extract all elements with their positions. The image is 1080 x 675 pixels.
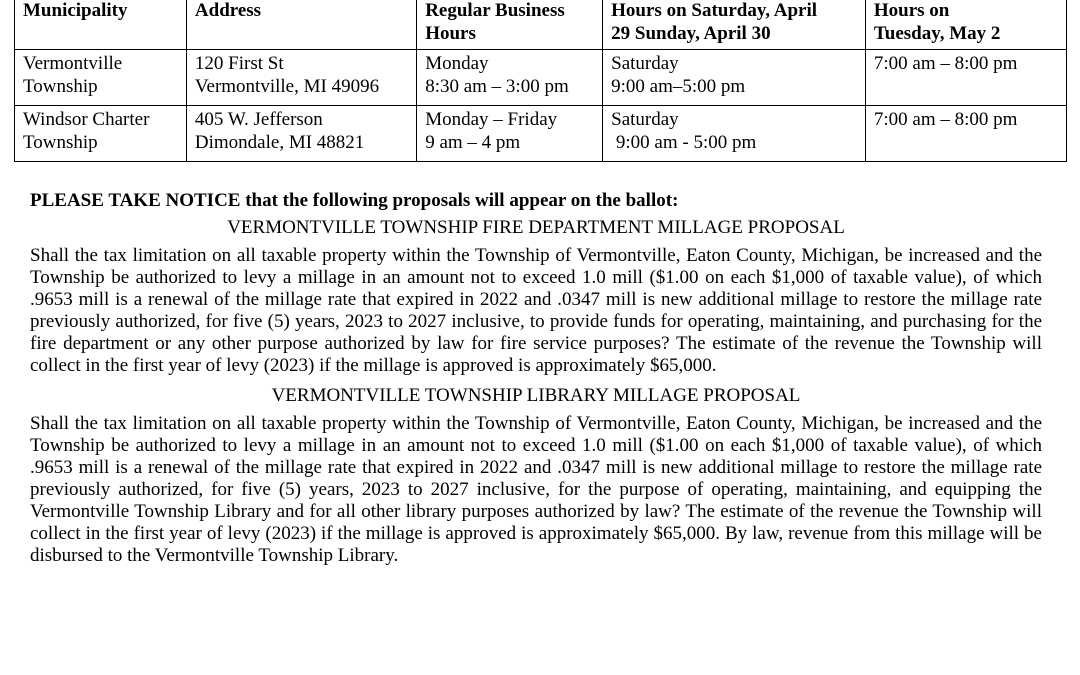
library-proposal-title: VERMONTVILLE TOWNSHIP LIBRARY MILLAGE PROPOSAL [271,385,801,406]
cell-weekend-hours: Saturday 9:00 am–5:00 pm [603,50,866,106]
cell-election-day-hours: 7:00 am – 8:00 pm [865,106,1066,162]
cell-regular-hours: Monday 8:30 am – 3:00 pm [417,50,603,106]
fire-proposal-body: Shall the tax limitation on all taxable property within the Township of Vermontville, Eaton County, Michigan, be increased and the Township be authorized to levy a millage in an amount not to exceed 1.0 mill ($1.00 on each $1,000 of taxable value), of which .9653 mill is a renewal of the millage rate that expired in 2022 and .0347 mill is new additional millage to restore the millage rate previously authorized, for five (5) years, 2023 to 2027 inclusive, to provide funds for operating, maintaining, and purchasing for the fire department or any other purpose authorized by law for fire service purposes? The estimate of the revenue the Township will collect in the first year of levy (2023) if the millage is approved is approximately $65,000. [30,245,1042,376]
ballot-notice [30,190,1042,575]
table-row [15,50,1067,106]
header-regular-hours: Regular Business Hours [417,0,603,50]
header-address: Address [186,0,416,50]
cell-address: 120 First St Vermontville, MI 49096 [186,50,416,106]
hours-table [14,0,1067,162]
header-election-day-hours: Hours on Tuesday, May 2 [865,0,1066,50]
table-header-row [15,0,1067,50]
cell-address: 405 W. Jefferson Dimondale, MI 48821 [186,106,416,162]
header-municipality: Municipality [15,0,187,50]
cell-regular-hours: Monday – Friday 9 am – 4 pm [417,106,603,162]
library-proposal-body: Shall the tax limitation on all taxable property within the Township of Vermontville, Eaton County, Michigan, be increased and the Township be authorized to levy a millage in an amount not to exceed 1.0 mill ($1.00 on each $1,000 of taxable value), of which .9653 mill is a renewal of the millage rate that expired in 2022 and .0347 mill is new additional millage to restore the millage rate previously authorized, for five (5) years, 2023 to 2027 inclusive, for the purpose of operating, maintaining, and equipping the Vermontville Township Library and for all other library purposes authorized by law? The estimate of the revenue the Township will collect in the first year of levy (2023) if the millage is approved is approximately $65,000. By law, revenue from this millage will be disbursed to the Vermontville Township Library. [30,413,1042,566]
table-row [15,106,1067,162]
header-weekend-hours: Hours on Saturday, April 29 Sunday, April 30 [603,0,866,50]
cell-weekend-hours: Saturday 9:00 am - 5:00 pm [603,106,866,162]
fire-proposal-title: VERMONTVILLE TOWNSHIP FIRE DEPARTMENT MILLAGE PROPOSAL [227,217,845,238]
cell-municipality: Windsor Charter Township [15,106,187,162]
notice-heading: PLEASE TAKE NOTICE that the following proposals will appear on the ballot: [30,190,679,211]
cell-election-day-hours: 7:00 am – 8:00 pm [865,50,1066,106]
cell-municipality: Vermontville Township [15,50,187,106]
